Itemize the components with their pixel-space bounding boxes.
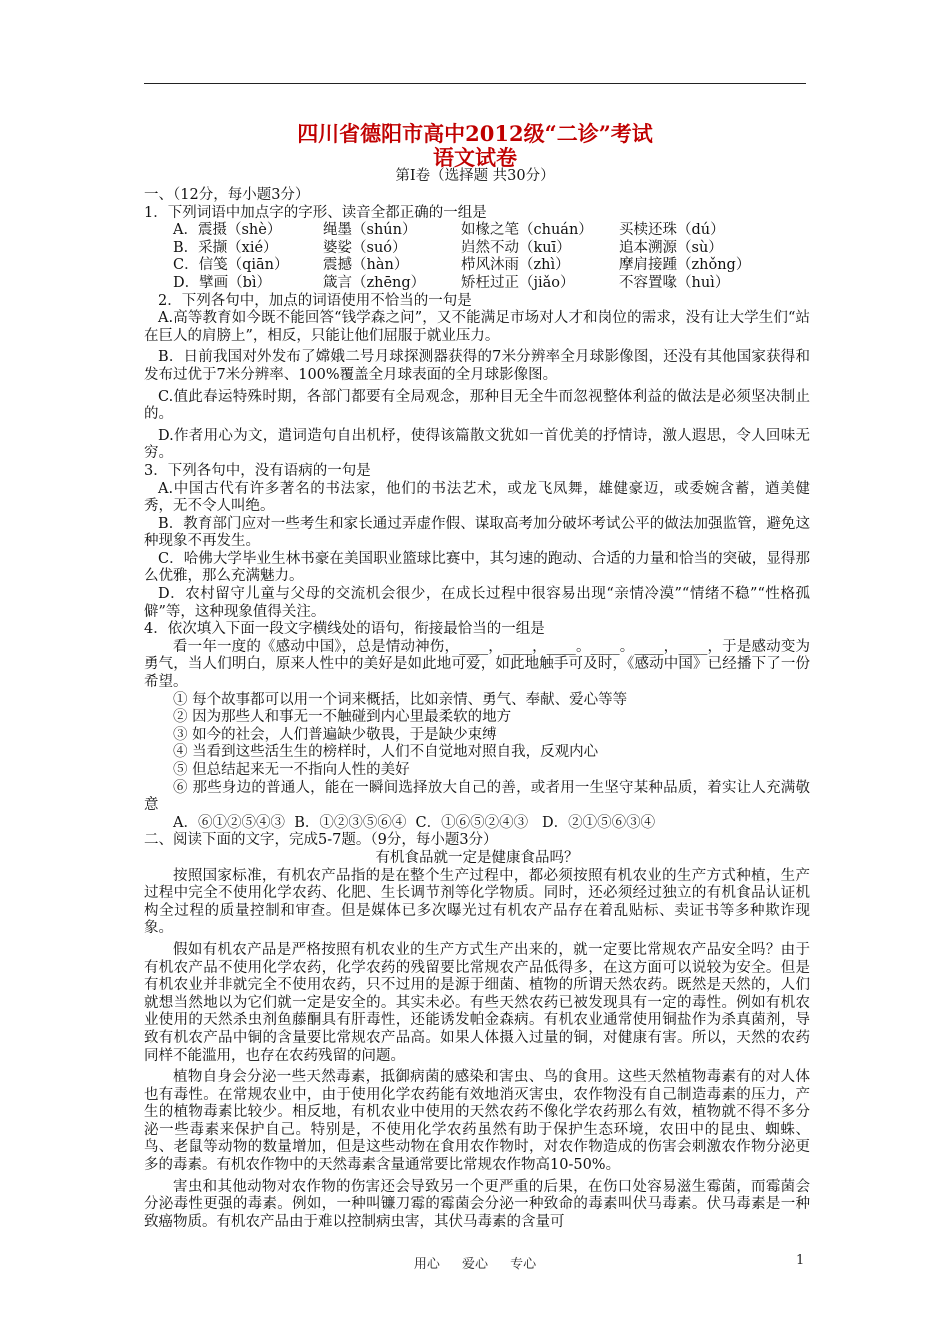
exam-title: 四川省德阳市高中2012级“二诊”考试 (297, 121, 653, 146)
option-word: C．信笺（qiān） (173, 257, 289, 274)
option-word: 震撼（hàn） (323, 257, 409, 274)
section-heading: 一、（12分，每小题3分） (144, 187, 310, 203)
option-word: 追本溯源（sù） (619, 239, 723, 256)
sentence-item: ② 因为那些人和事无一不触碰到内心里最柔软的地方 (173, 709, 512, 726)
question-stem: 4．依次填入下面一段文字横线处的语句，衔接最恰当的一组是 (144, 621, 545, 638)
question-stem: 2．下列各句中，加点的词语使用不恰当的一句是 (158, 292, 472, 309)
option-word: D．擘画（bì） (173, 274, 272, 291)
option-word: 岿然不动（kuī） (461, 239, 571, 256)
option-word: A．震摄（shè） (173, 222, 282, 239)
sentence-item: ① 每个故事都可以用一个词来概括，比如亲情、勇气、奉献、爱心等等 (173, 691, 628, 708)
page-number: 1 (796, 1253, 805, 1268)
question-stem: 3．下列各句中，没有语病的一句是 (144, 462, 371, 479)
option-row (144, 257, 810, 275)
section-heading: 二、阅读下面的文字，完成5-7题。（9分，每小题3分） (144, 832, 498, 849)
option-word: B．采撷（xié） (173, 239, 278, 256)
answer-option: B．教育部门应对一些考生和家长通过弄虚作假、谋取高考加分破坏考试公平的做法加强监管，避免这种现象不再发生。 (144, 515, 810, 550)
option-word: 买椟还珠（dú） (619, 222, 725, 239)
option-word: 如椽之笔（chuán） (461, 222, 593, 239)
option-word: 箴言（zhēng） (323, 274, 426, 291)
sentence-item: ④ 当看到这些活生生的榜样时，人们不自觉地对照自我，反观内心 (173, 744, 599, 761)
answer-option: B．日前我国对外发布了嫦娥二号月球探测器获得的7米分辨率全月球影像图，还没有其他国家获得和发布过优于7米分辨率、100%覆盖全月球表面的全月球影像图。 (144, 349, 810, 383)
answer-option: C.值此春运特殊时期，各部门都要有全局观念，那种目无全牛而忽视整体利益的做法是必须坚决制止的。 (144, 388, 810, 423)
answer-option: C．哈佛大学毕业生林书豪在美国职业篮球比赛中，其匀速的跑动、合适的力量和恰当的突破，显得那么优雅，那么充满魅力。 (144, 550, 810, 585)
answer-option: D.作者用心为文，遣词造句自出机杼，使得该篇散文犹如一首优美的抒情诗，激人遐思，令人回味无穷。 (144, 427, 810, 462)
option-row (144, 240, 810, 258)
sentence-item: ③ 如今的社会，人们普遍缺少敬畏，于是缺少束缚 (173, 726, 497, 743)
part-heading: 第Ⅰ卷（选择题 共30分） (395, 168, 555, 184)
option-word: 不容置喙（huì） (619, 274, 730, 291)
option-word: 摩肩接踵（zhǒng） (619, 257, 751, 274)
option-row (144, 275, 810, 293)
exam-content (144, 187, 810, 1231)
header-rule (144, 83, 806, 84)
answer-choices: A．⑥①②⑤④③ B．①②③⑤⑥④ C．①⑥⑤②④③ D．②①⑤⑥③④ (173, 814, 656, 831)
article-paragraph: 按照国家标准，有机农产品指的是在整个生产过程中，都必须按照有机农业的生产方式种植，生产过程中完全不使用化学农药、化肥、生长调节剂等化学物质。同时，还必须经过独立的有机食品认证机构全过程的质量控制和审查。但是媒体已多次曝光过有机农产品存在着乱贴标、卖证书等多种欺诈现象。 (144, 867, 810, 937)
footer-motto: 用心 爱心 专心 (413, 1257, 537, 1272)
exam-subject: 语文试卷 (433, 145, 517, 170)
cloze-passage: 看一年一度的《感动中国》，总是情动神伤，____，____，____。____。____，____，于是感动变为勇气，当人们明白，原来人性中的美好是如此地可爱，如此地触手可及时，《感动中国》已经播下了一份希望。 (144, 638, 810, 691)
option-word: 矫枉过正（jiǎo） (461, 274, 575, 291)
question-stem: 1．下列词语中加点字的字形、读音全都正确的一组是 (144, 204, 487, 221)
sentence-item: ⑤ 但总结起来无一不指向人性的美好 (173, 762, 410, 778)
article-paragraph: 植物自身会分泌一些天然毒素，抵御病菌的感染和害虫、鸟的食用。这些天然植物毒素有的对人体也有毒性。在常规农业中，由于使用化学农药能有效地消灭害虫，农作物没有自己制造毒素的压力，产生的植物毒素比较少。相反地，有机农业中使用的天然农药不像化学农药那么有效，植物就不得不多分泌一些毒素来保护自己。特别是，不使用化学农药虽然有助于保护生态环境，农田中的昆虫、蜘蛛、鸟、老鼠等动物的数量增加，但是这些动物在食用农作物时，对农作物造成的伤害会刺激农作物分泌更多的毒素。有机农作物中的天然毒素含量通常要比常规农作物高10-50%。 (144, 1069, 810, 1174)
article-title: 有机食品就一定是健康食品吗？ (375, 849, 579, 866)
option-word: 婆娑（suó） (323, 239, 407, 256)
answer-option: A.高等教育如今既不能回答“钱学森之问”，又不能满足市场对人才和岗位的需求，没有让大学生们“站在巨人的肩膀上”，相反，只能让他们屈服于就业压力。 (144, 310, 810, 344)
option-word: 绳墨（shún） (323, 222, 417, 239)
article-paragraph: 假如有机农产品是严格按照有机农业的生产方式生产出来的，就一定要比常规农产品安全吗？由于有机农产品不使用化学农药，化学农药的残留要比常规农产品低得多，在这方面可以说较为安全。但是有机农业并非就完全不使用农药，只不过用的是源于细菌、植物的所谓天然农药。既然是天然的，人们就想当然地以为它们就一定是安全的。其实未必。有些天然农药已被发现具有一定的毒性。例如有机农业使用的天然杀虫剂鱼藤酮具有肝毒性，还能诱发帕金森病。有机农业通常使用铜盐作为杀真菌剂，导致有机农产品中铜的含量要比常规农产品高。如果人体摄入过量的铜，对健康有害。所以，天然的农药同样不能滥用，也存在农药残留的问题。 (144, 941, 810, 1064)
answer-option: D．农村留守儿童与父母的交流机会很少，在成长过程中很容易出现“亲情冷漠”“情绪不稳”“性格孤僻”等，这种现象值得关注。 (144, 586, 810, 620)
sentence-item: ⑥ 那些身边的普通人，能在一瞬间选择放大自己的善，或者用一生坚守某种品质，着实让人充满敬意 (144, 779, 810, 814)
answer-option: A.中国古代有许多著名的书法家，他们的书法艺术，或龙飞凤舞，雄健豪迈，或委婉含蓄，遒美健秀，无不令人叫绝。 (144, 480, 810, 515)
option-word: 栉风沐雨（zhì） (461, 257, 570, 274)
option-row (144, 222, 810, 240)
article-paragraph: 害虫和其他动物对农作物的伤害还会导致另一个更严重的后果，在伤口处容易滋生霉菌，而霉菌会分泌毒性更强的毒素。例如，一种叫镰刀霉的霉菌会分泌一种致命的毒素叫伏马毒素。伏马毒素是一种致癌物质。有机农产品由于难以控制病虫害，其伏马毒素的含量可 (144, 1178, 810, 1230)
